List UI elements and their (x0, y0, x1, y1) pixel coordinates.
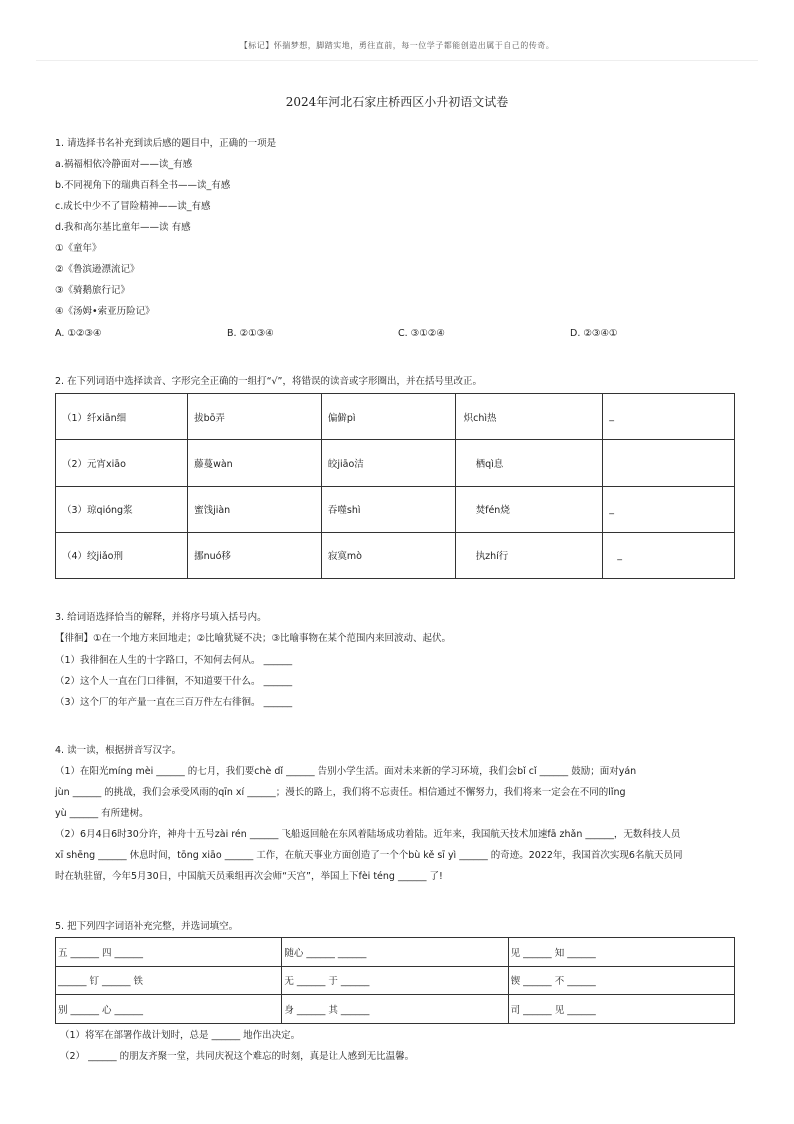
q4-line: xī shēng ______ 休息时间，tōng xiāo ______ 工作，在航天事业方面创造了一个个bù kě sī yì ______ 的奇迹。2022年，我国首次实现6名航天员同 (55, 850, 683, 861)
table-cell: （2）元宵xiāo (56, 440, 188, 486)
q5-stem: 5. 把下列四字词语补充完整，并选词填空。 (55, 921, 239, 932)
q1-line: d.我和高尔基比童年——读 有感 (55, 222, 191, 233)
table-cell: 拔bō弄 (188, 394, 322, 440)
table-cell: 寂寞mò (321, 532, 455, 578)
table-row (56, 532, 735, 578)
q1-line: ①《童年》 (55, 243, 102, 254)
table-cell: 栖qì息 (455, 440, 603, 486)
q1-line: ④《汤姆•索亚历险记》 (55, 306, 155, 317)
q5-item: （1）将军在部署作战计划时，总是 ______ 地作出决定。 (60, 1030, 301, 1041)
q1-option-c: C. ③①②④ (398, 328, 445, 339)
q5-item: （2） ______ 的朋友齐聚一堂，共同庆祝这个难忘的时刻，真是让人感到无比温馨。 (60, 1051, 415, 1062)
q1-stem: 1. 请选择书名补充到读后感的题目中，正确的一项是 (55, 138, 277, 149)
table-cell: 执zhí行 (455, 532, 603, 578)
idiom-cell[interactable]: 无 ______ 于 ______ (282, 966, 508, 995)
table-cell: 藤蔓wàn (188, 440, 322, 486)
q2-table (55, 393, 735, 579)
header-note: 【标记】怀揣梦想，脚踏实地，勇往直前，每一位学子都能创造出属于自己的传奇。 (239, 41, 555, 50)
table-row (56, 938, 735, 967)
table-cell: 焚fén烧 (455, 486, 603, 532)
page-title: 2024年河北石家庄桥西区小升初语文试卷 (285, 95, 509, 109)
idiom-cell[interactable]: 随心 ______ ______ (282, 938, 508, 967)
q1-line: c.成长中少不了冒险精神——读_有感 (55, 201, 211, 212)
table-cell: 吞噬shì (321, 486, 455, 532)
q2-stem: 2. 在下列词语中选择读音、字形完全正确的一组打“√”，将错误的读音或字形圈出，并在括号里改正。 (55, 376, 482, 387)
q4-line: jùn ______ 的挑战，我们会承受风雨的qīn xí ______；漫长的路上，我们将不忘责任。相信通过不懈努力，我们将来一定会在不同的lǐng (55, 787, 626, 798)
header-divider (36, 60, 758, 61)
q4-line: 时在轨驻留，今年5月30日，中国航天员乘组再次会师“天宫”，举国上下fèi téng ______ 了! (55, 871, 443, 882)
q3-stem: 3. 给词语选择恰当的解释，并将序号填入括号内。 (55, 612, 267, 623)
table-cell: 挪nuó移 (188, 532, 322, 578)
q4-line: （1）在阳光míng mèi ______ 的七月，我们要chè dǐ ______ 告别小学生活。面对未来新的学习环境，我们会bǐ cǐ ______ 鼓励；面对yán (55, 766, 637, 777)
table-cell: （4）绞jiǎo刑 (56, 532, 188, 578)
idiom-cell[interactable]: 身 ______ 其 ______ (282, 995, 508, 1024)
q1-option-a: A. ①②③④ (55, 328, 102, 339)
q3-definition: 【徘徊】①在一个地方来回地走；②比喻犹疑不决；③比喻事物在某个范围内来回波动、起伏。 (55, 633, 452, 644)
table-cell: （3）琼qióng浆 (56, 486, 188, 532)
q1-line: ③《骑鹅旅行记》 (55, 285, 131, 296)
table-cell: 偏僻pì (321, 394, 455, 440)
table-cell: （1）纤xiān细 (56, 394, 188, 440)
table-cell: 炽chì热 (455, 394, 603, 440)
table-cell: 蜜饯jiàn (188, 486, 322, 532)
table-row (56, 966, 735, 995)
idiom-cell[interactable]: 司 ______ 见 ______ (508, 995, 734, 1024)
q4-stem: 4. 读一读，根据拼音写汉字。 (55, 745, 182, 756)
answer-cell[interactable]: _ (603, 486, 735, 532)
q4-line: （2）6月4日6时30分许，神舟十五号zài rén ______ 飞船返回舱在东风着陆场成功着陆。近年来，我国航天技术加速fā zhǎn ______，无数科技人员 (55, 829, 681, 840)
q3-item: （2）这个人一直在门口徘徊，不知道要干什么。 ______ (55, 676, 293, 687)
table-row (56, 486, 735, 532)
q1-line: a.祸福相依冷静面对——读_有感 (55, 159, 193, 170)
q3-item: （3）这个厂的年产量一直在三百万件左右徘徊。 ______ (55, 697, 293, 708)
answer-cell[interactable] (603, 440, 735, 486)
q3-item: （1）我徘徊在人生的十字路口，不知何去何从。 ______ (55, 655, 293, 666)
q1-option-b: B. ②①③④ (227, 328, 274, 339)
table-cell: 皎jiāo洁 (321, 440, 455, 486)
idiom-cell[interactable]: ______ 钉 ______ 铁 (56, 966, 282, 995)
table-row (56, 995, 735, 1024)
idiom-cell[interactable]: 别 ______ 心 ______ (56, 995, 282, 1024)
answer-cell[interactable]: _ (603, 532, 735, 578)
table-row (56, 440, 735, 486)
table-row (56, 394, 735, 440)
q1-line: ②《鲁滨逊漂流记》 (55, 264, 140, 275)
q1-line: b.不同视角下的瑞典百科全书——读_有感 (55, 180, 231, 191)
q4-line: yù ______ 有所建树。 (55, 808, 149, 819)
idiom-cell[interactable]: 锲 ______ 不 ______ (508, 966, 734, 995)
q5-table (55, 937, 735, 1024)
q1-option-d: D. ②③④① (570, 328, 618, 339)
answer-cell[interactable]: _ (603, 394, 735, 440)
idiom-cell[interactable]: 见 ______ 知 ______ (508, 938, 734, 967)
idiom-cell[interactable]: 五 ______ 四 ______ (56, 938, 282, 967)
